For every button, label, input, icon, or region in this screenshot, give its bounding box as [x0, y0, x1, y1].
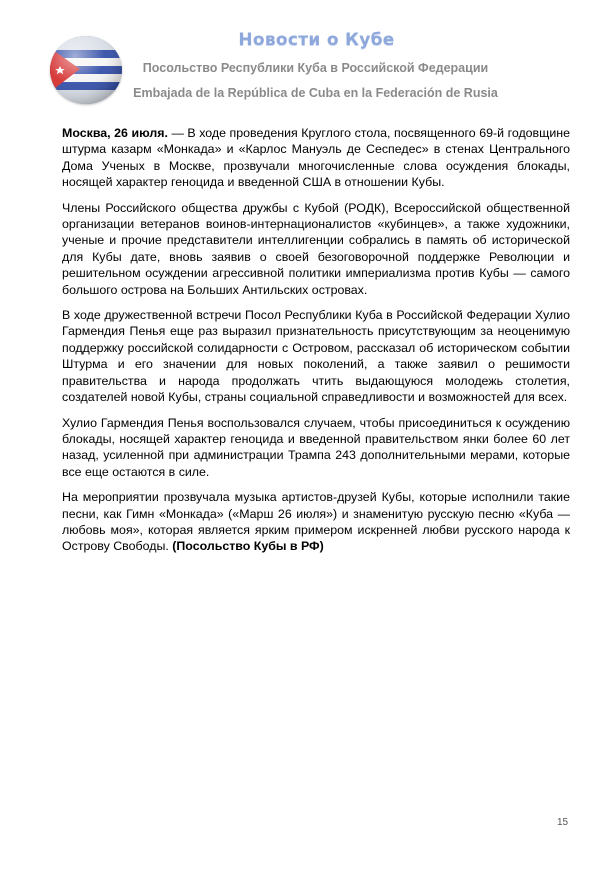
embassy-name-ru: Посольство Республики Куба в Российской Федерации	[142, 61, 489, 75]
article-paragraph-3: В ходе дружественной встречи Посол Республики Куба в Российской Федерации Хулио Гармендия Пенья еще раз выразил признательность присутствующим за неоценимую поддержку российской солидарности с Островом, рассказал об историческом событии Штурма и его значении для новых поколений, а также заявил о решимости правительства и народа продолжать чтить выдающуюся молодежь столетия, создателей новой Кубы, страны социальной справедливости и возможностей для всех.	[62, 308, 570, 405]
article-paragraph-5	[62, 489, 570, 555]
newsletter-title: Новости о Кубе	[238, 30, 395, 50]
page-header	[0, 0, 613, 110]
paragraph-text: На мероприятии прозвучала музыка артистов-друзей Кубы, которые исполнили такие песни, как Гимн «Монкада» («Марш 26 июля») и знаменитую русскую песню «Куба — любовь моя», которая является ярким примером искренней любви русского народа к Острову Свободы.	[62, 490, 570, 554]
article-body	[62, 125, 570, 564]
paragraph-text: — В ходе проведения Круглого стола, посвященного 69-й годовщине штурма казарм «Монкада» и «Карлос Мануэль де Сеспедес» в стенах Центрального Дома Ученых в Москве, прозвучали многочисленные слова осуждения блокады, носящей характер геноцида и введенной США в отношении Кубы.	[62, 126, 570, 190]
embassy-name-es: Embajada de la República de Cuba en la Federación de Rusia	[133, 86, 498, 100]
article-source: (Посольство Кубы в РФ)	[172, 539, 324, 554]
article-paragraph-1	[62, 125, 570, 191]
article-paragraph-4: Хулио Гармендия Пенья воспользовался случаем, чтобы присоединиться к осуждению блокады, носящей характер геноцида и введенной правительством янки более 60 лет назад, усиленной при администрации Трампа 243 дополнительными мерами, которые все еще остаются в силе.	[62, 415, 570, 479]
article-paragraph-2: Члены Российского общества дружбы с Кубой (РОДК), Всероссийской общественной организации ветеранов воинов-интернационалистов «кубинцев», а также художники, ученые и прочие представители интеллигенции собрались в память об исторической для Кубы дате, вновь заявив о своей безоговорочной поддержке Революции и решительном осуждении агрессивной политики империализма против Кубы — самого большого острова на Больших Антильских островах.	[62, 200, 570, 297]
dateline: Москва, 26 июля.	[62, 126, 168, 140]
page-number: 15	[557, 817, 569, 828]
